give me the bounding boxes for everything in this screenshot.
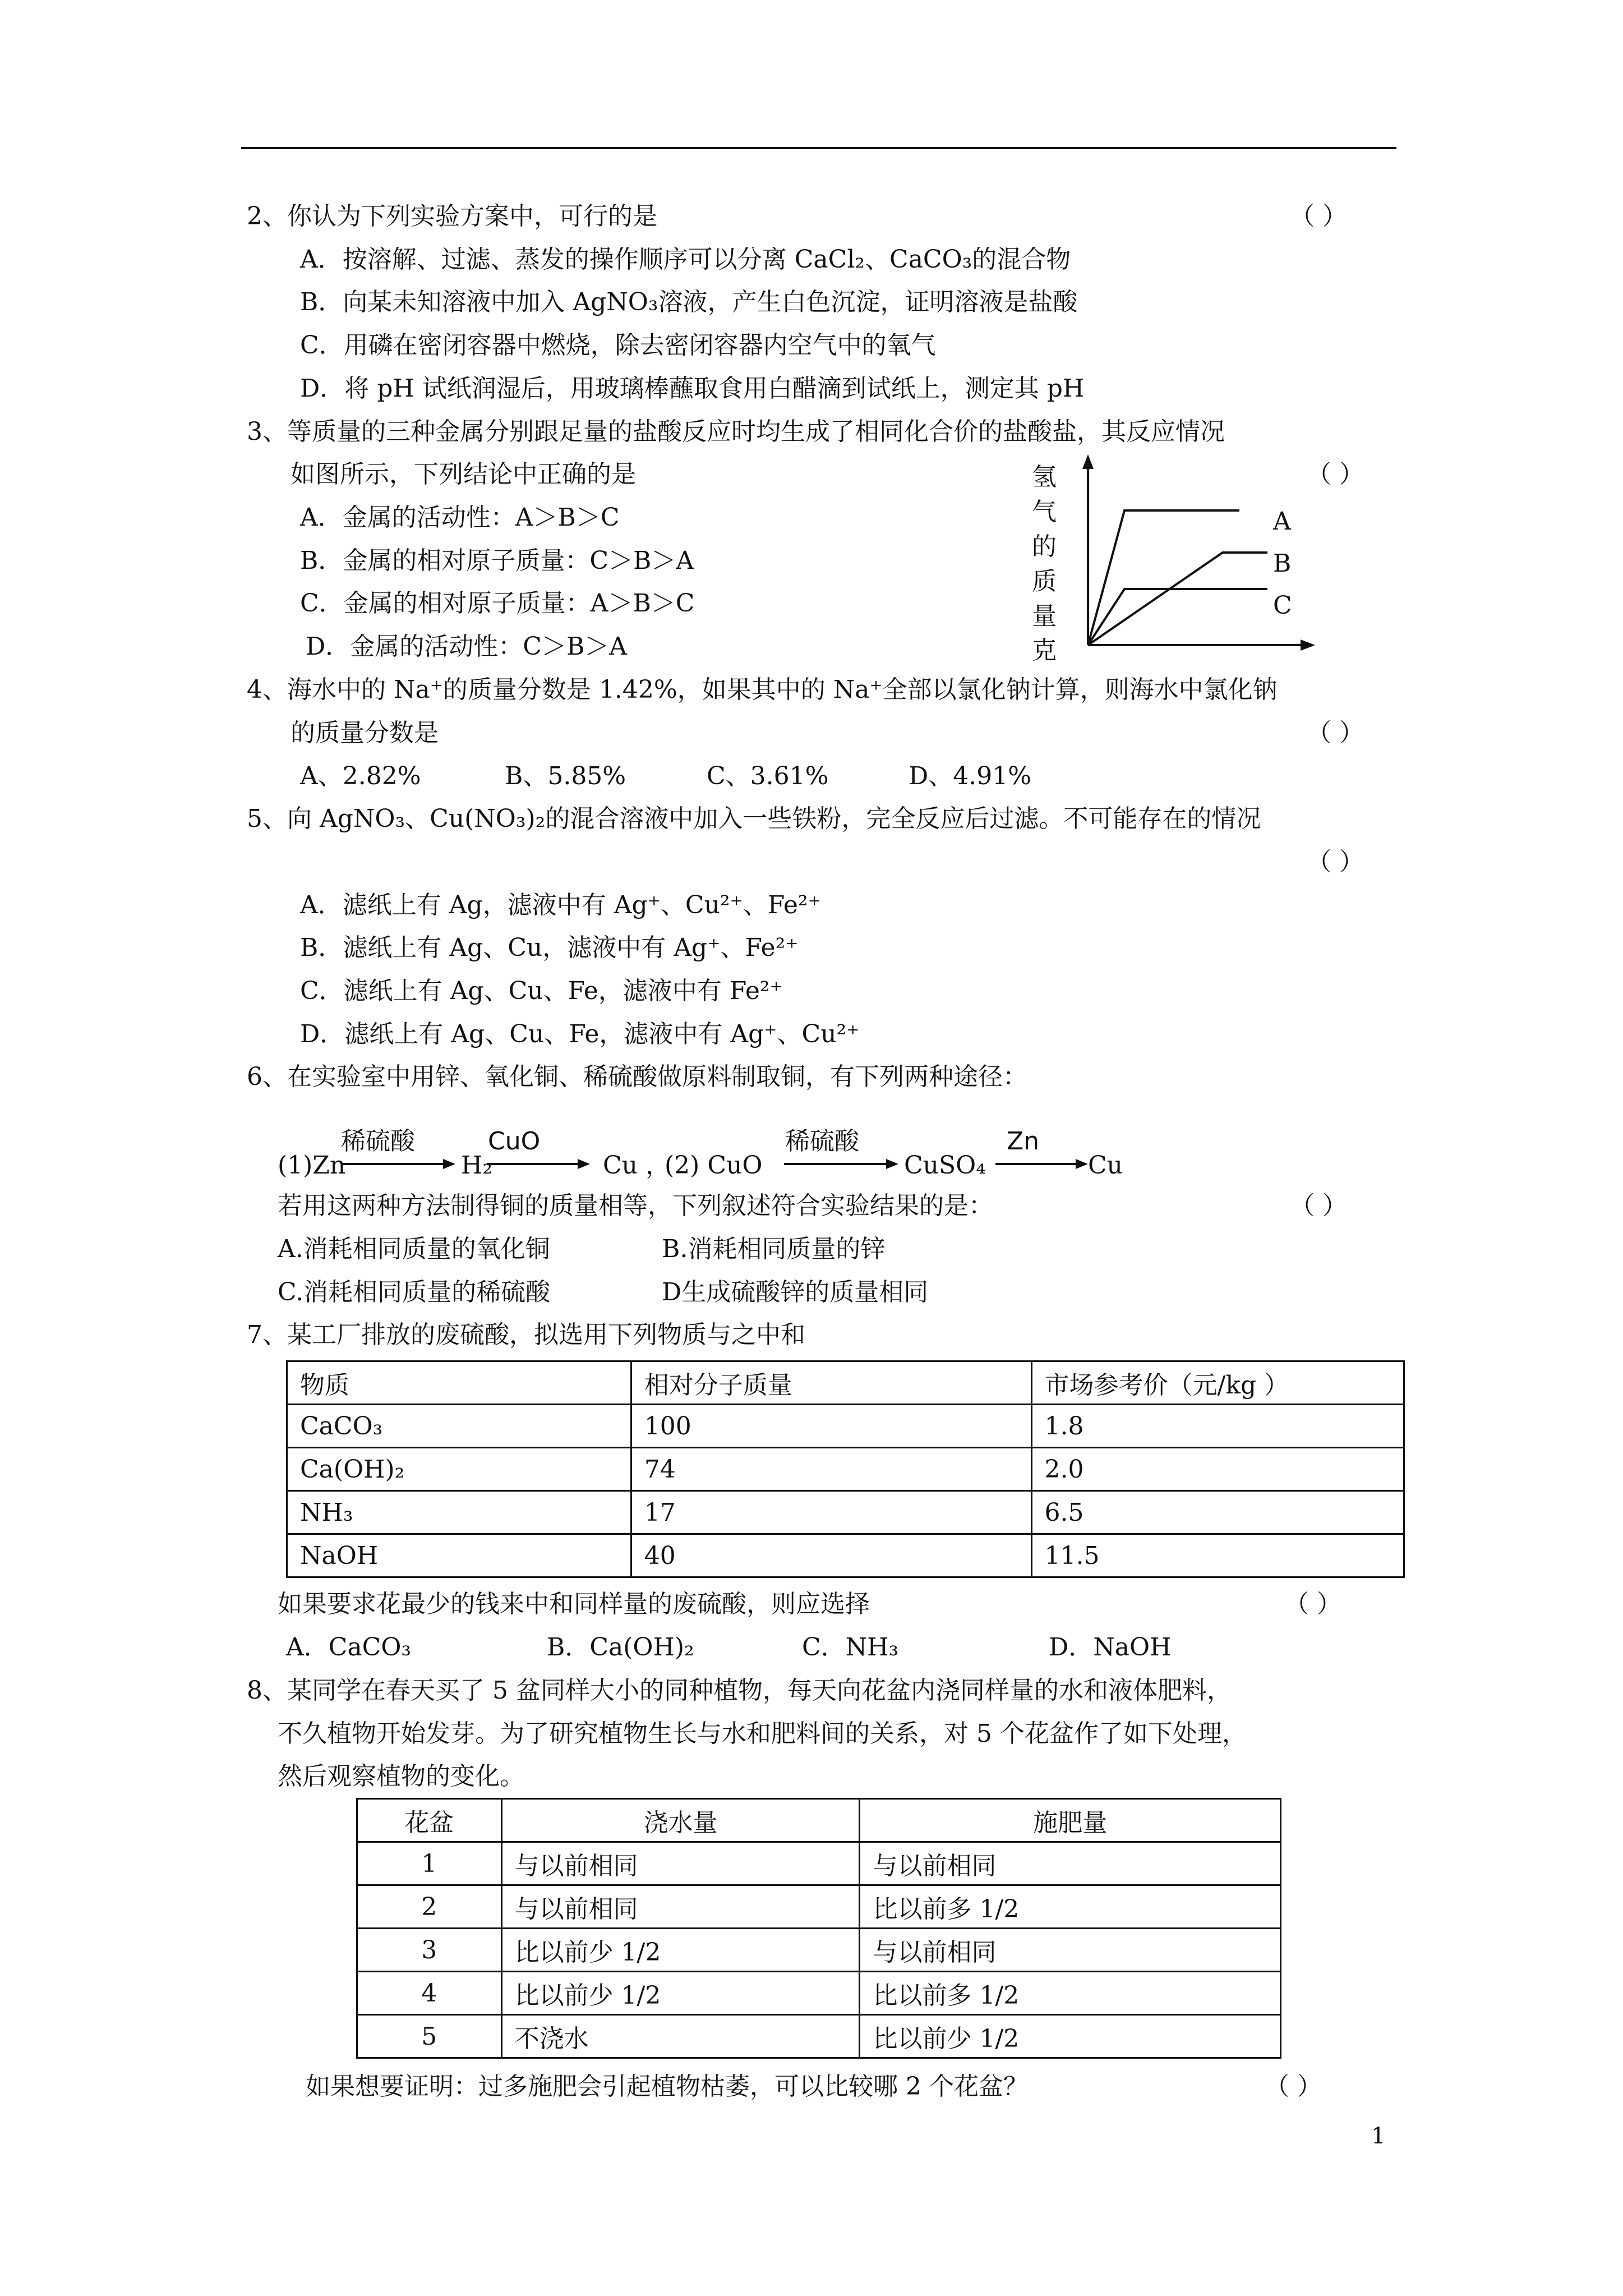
q5-option-d: D．滤纸上有 Ag、Cu、Fe，滤液中有 Ag⁺、Cu²⁺ [300, 1020, 860, 1048]
graph-y-label-char: 气 [1032, 498, 1057, 526]
q6-question: 若用这两种方法制得铜的质量相等，下列叙述符合实验结果的是： [278, 1191, 993, 1220]
table-row [357, 1972, 1281, 2015]
table-cell: 比以前少 1/2 [501, 1929, 860, 1972]
graph-line-b [1088, 553, 1267, 645]
arrow-4-head [1076, 1159, 1088, 1169]
q7-stem: 7、某工厂排放的废硫酸，拟选用下列物质与之中和 [247, 1320, 805, 1349]
table-row [287, 1405, 1404, 1448]
table-cell: 5 [357, 2015, 502, 2058]
route1-end: Cu ， [603, 1151, 670, 1180]
q5-option-a: A．滤纸上有 Ag，滤液中有 Ag⁺、Cu²⁺、Fe²⁺ [300, 891, 821, 919]
q8-stem-line1: 8、某同学在春天买了 5 盆同样大小的同种植物，每天向花盆内浇同样量的水和液体肥料， [247, 1676, 1232, 1705]
q2-option-c: C．用磷在密闭容器中燃烧，除去密闭容器内空气中的氧气 [300, 331, 936, 360]
graph-y-label-char: 的 [1032, 532, 1057, 561]
q7-question: 如果要求花最少的钱来中和同样量的废硫酸，则应选择 [278, 1590, 870, 1618]
table-cell: 3 [357, 1929, 502, 1972]
q3-option-b: B．金属的相对原子质量：C＞B＞A [300, 546, 694, 575]
q7-option-c: C．NH₃ [802, 1633, 899, 1662]
graph-series-label-b: B [1273, 549, 1292, 578]
arrow-2-head [578, 1159, 590, 1169]
table-cell: 11.5 [1031, 1534, 1404, 1577]
q4-stem-line2: 的质量分数是 [291, 719, 439, 747]
graph-x-arrow [1301, 639, 1315, 651]
q4-option-c: C、3.61% [707, 762, 829, 790]
table-cell: 40 [631, 1534, 1031, 1577]
route2-mid: CuSO₄ [904, 1151, 986, 1180]
reaction-arrows [336, 1156, 1088, 1172]
q8-question: 如果想要证明：过多施肥会引起植物枯萎，可以比较哪 2 个花盆？ [306, 2072, 1028, 2101]
arrow-3-head [886, 1159, 898, 1169]
table-cell: 不浇水 [501, 2015, 860, 2058]
table-row [287, 1448, 1404, 1491]
table-header: 相对分子质量 [631, 1361, 1031, 1405]
table-row [287, 1491, 1404, 1534]
graph-line-c [1088, 589, 1267, 645]
q6-stem: 6、在实验室中用锌、氧化铜、稀硫酸做原料制取铜，有下列两种途径： [247, 1062, 1027, 1091]
table-row [287, 1534, 1404, 1577]
route2-reagent-acid: 稀硫酸 [785, 1127, 859, 1156]
q7-option-b: B．Ca(OH)₂ [547, 1633, 694, 1662]
q3-option-a: A．金属的活动性：A＞B＞C [300, 503, 620, 532]
table-cell: 与以前相同 [501, 1842, 860, 1885]
table-cell: 比以前少 1/2 [860, 2015, 1281, 2058]
header-rule [241, 147, 1396, 149]
table-header: 花盆 [357, 1799, 502, 1842]
table-cell: Ca(OH)₂ [287, 1448, 631, 1491]
q8-stem-line3: 然后观察植物的变化。 [278, 1762, 524, 1791]
route1-reagent-acid: 稀硫酸 [341, 1127, 415, 1156]
q8-stem-line2: 不久植物开始发芽。为了研究植物生长与水和肥料间的关系，对 5 个花盆作了如下处理， [278, 1719, 1247, 1748]
table-cell: 74 [631, 1448, 1031, 1491]
graph-y-label-char: 氢 [1032, 463, 1057, 491]
route2-end: Cu [1088, 1151, 1123, 1180]
table-cell: 4 [357, 1972, 502, 2015]
table-row [357, 2015, 1281, 2058]
q4-answer-paren[interactable]: （ ） [1307, 719, 1364, 747]
table-cell: 100 [631, 1405, 1031, 1448]
arrow-1-head [443, 1159, 455, 1169]
q7-option-a: A．CaCO₃ [286, 1633, 412, 1662]
q2-option-b: B．向某未知溶液中加入 AgNO₃溶液，产生白色沉淀，证明溶液是盐酸 [300, 288, 1078, 316]
q5-stem: 5、向 AgNO₃、Cu(NO₃)₂的混合溶液中加入一些铁粉，完全反应后过滤。不可能存在的情况 [247, 804, 1261, 833]
q8-answer-paren[interactable]: （ ） [1265, 2072, 1322, 2101]
table-cell: 比以前少 1/2 [501, 1972, 860, 2015]
table-row [357, 1929, 1281, 1972]
q4-option-a: A、2.82% [300, 762, 421, 790]
graph-y-axis-label [1032, 460, 1060, 634]
q2-option-a: A．按溶解、过滤、蒸发的操作顺序可以分离 CaCl₂、CaCO₃的混合物 [300, 245, 1071, 274]
table-cell: 2 [357, 1885, 502, 1929]
table-cell: NH₃ [287, 1491, 631, 1534]
graph-unit-label: 克 [1032, 636, 1057, 665]
q6-option-b: B.消耗相同质量的锌 [662, 1235, 886, 1263]
table-row [357, 1842, 1281, 1885]
route1-start: (1)Zn [278, 1151, 346, 1180]
q5-answer-paren[interactable]: （ ） [1307, 848, 1364, 876]
page-number: 1 [1371, 2123, 1386, 2149]
q6-option-a: A.消耗相同质量的氧化铜 [278, 1235, 550, 1263]
q4-option-b: B、5.85% [505, 762, 626, 790]
q2-option-d: D．将 pH 试纸润湿后，用玻璃棒蘸取食用白醋滴到试纸上，测定其 pH [300, 374, 1085, 403]
table-cell: 与以前相同 [860, 1929, 1281, 1972]
q3-stem-line1: 3、等质量的三种金属分别跟足量的盐酸反应时均生成了相同化合价的盐酸盐，其反应情况 [247, 417, 1225, 446]
table-cell: 比以前多 1/2 [860, 1885, 1281, 1929]
q5-option-b: B．滤纸上有 Ag、Cu，滤液中有 Ag⁺、Fe²⁺ [300, 933, 799, 962]
table-cell: 比以前多 1/2 [860, 1972, 1281, 2015]
table-cell: CaCO₃ [287, 1405, 631, 1448]
table-header: 市场参考价（元/kg ） [1031, 1361, 1404, 1405]
q6-option-c: C.消耗相同质量的稀硫酸 [278, 1278, 551, 1306]
q6-answer-paren[interactable]: （ ） [1290, 1191, 1347, 1220]
route1-mid: H₂ [461, 1151, 493, 1180]
graph-y-label-char: 量 [1032, 602, 1057, 631]
q7-substance-table [286, 1360, 1405, 1578]
q3-option-c: C．金属的相对原子质量：A＞B＞C [300, 589, 695, 618]
graph-line-a [1088, 510, 1239, 645]
route1-reagent-cuo: CuO [488, 1127, 541, 1156]
q2-answer-paren[interactable]: （ ） [1290, 202, 1347, 231]
table-cell: 2.0 [1031, 1448, 1404, 1491]
table-cell: 与以前相同 [501, 1885, 860, 1929]
table-cell: 与以前相同 [860, 1842, 1281, 1885]
graph-y-arrow [1082, 454, 1094, 469]
q3-answer-paren[interactable]: （ ） [1307, 460, 1364, 489]
table-cell: 17 [631, 1491, 1031, 1534]
q7-answer-paren[interactable]: （ ） [1284, 1590, 1341, 1618]
q3-stem-line2: 如图所示，下列结论中正确的是 [291, 460, 636, 489]
q4-option-d: D、4.91% [909, 762, 1032, 790]
table-cell: NaOH [287, 1534, 631, 1577]
q4-stem-line1: 4、海水中的 Na⁺的质量分数是 1.42%，如果其中的 Na⁺全部以氯化钠计算，则海水中氯化钠 [247, 675, 1278, 704]
table-cell: 1 [357, 1842, 502, 1885]
table-header: 施肥量 [860, 1799, 1281, 1842]
q7-option-d: D．NaOH [1049, 1633, 1172, 1662]
graph-y-label-char: 质 [1032, 567, 1057, 596]
q5-option-c: C．滤纸上有 Ag、Cu、Fe，滤液中有 Fe²⁺ [300, 977, 783, 1005]
table-cell: 6.5 [1031, 1491, 1404, 1534]
q3-option-d: D．金属的活动性：C＞B＞A [306, 632, 628, 661]
graph-series-label-c: C [1273, 591, 1292, 620]
q2-stem: 2、你认为下列实验方案中，可行的是 [247, 202, 657, 231]
graph-series-label-a: A [1273, 507, 1291, 536]
table-header: 物质 [287, 1361, 631, 1405]
route2-start: (2) CuO [665, 1151, 763, 1180]
table-header-row [287, 1361, 1404, 1405]
table-row [357, 1885, 1281, 1929]
q8-flowerpot-table [356, 1798, 1281, 2059]
q6-option-d: D生成硫酸锌的质量相同 [662, 1278, 929, 1306]
route2-reagent-zn: Zn [1007, 1127, 1040, 1156]
table-cell: 1.8 [1031, 1405, 1404, 1448]
table-header-row [357, 1799, 1281, 1842]
table-header: 浇水量 [501, 1799, 860, 1842]
